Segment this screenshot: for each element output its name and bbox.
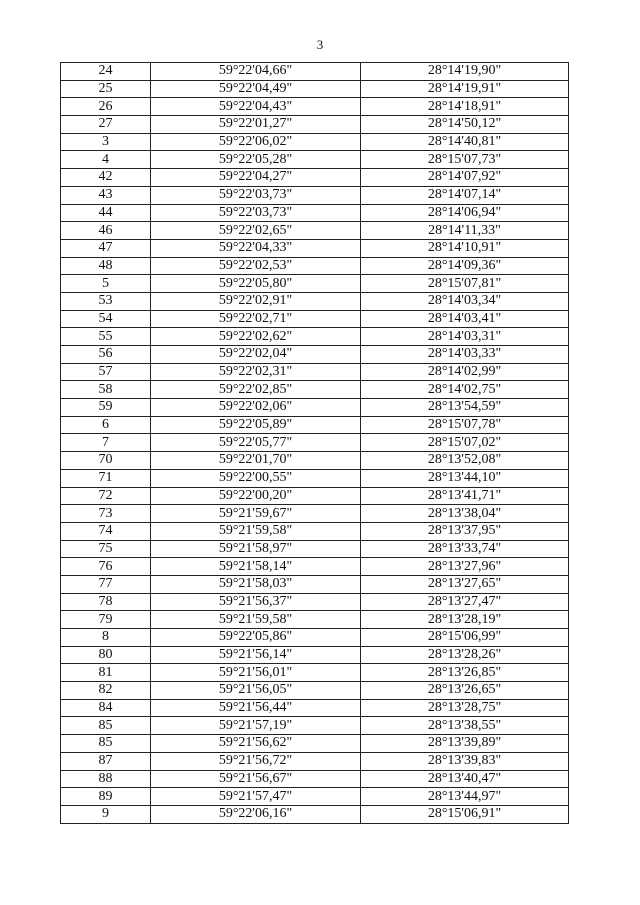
latitude-cell: 59°21'58,14" [151,558,361,576]
point-number-cell: 57 [61,363,151,381]
latitude-cell: 59°22'06,02" [151,133,361,151]
longitude-cell: 28°14'18,91" [361,98,569,116]
longitude-cell: 28°13'41,71" [361,487,569,505]
longitude-cell: 28°13'28,75" [361,699,569,717]
latitude-cell: 59°22'04,66" [151,63,361,81]
point-number-cell: 48 [61,257,151,275]
latitude-cell: 59°21'56,44" [151,699,361,717]
point-number-cell: 9 [61,805,151,823]
table-row [61,522,569,540]
point-number-cell: 5 [61,275,151,293]
table-row [61,169,569,187]
longitude-cell: 28°13'28,19" [361,611,569,629]
longitude-cell: 28°14'11,33" [361,222,569,240]
longitude-cell: 28°14'06,94" [361,204,569,222]
longitude-cell: 28°14'02,99" [361,363,569,381]
point-number-cell: 53 [61,292,151,310]
page-number: 3 [316,37,324,52]
point-number-cell: 75 [61,540,151,558]
table-row [61,186,569,204]
point-number-cell: 8 [61,629,151,647]
table-row [61,310,569,328]
table-row [61,222,569,240]
table-row [61,239,569,257]
table-row [61,558,569,576]
table-row [61,629,569,647]
point-number-cell: 26 [61,98,151,116]
point-number-cell: 70 [61,452,151,470]
table-row [61,575,569,593]
latitude-cell: 59°21'56,62" [151,735,361,753]
table-row [61,257,569,275]
longitude-cell: 28°13'44,10" [361,469,569,487]
latitude-cell: 59°21'59,58" [151,522,361,540]
point-number-cell: 79 [61,611,151,629]
point-number-cell: 55 [61,328,151,346]
longitude-cell: 28°13'28,26" [361,646,569,664]
latitude-cell: 59°22'03,73" [151,204,361,222]
point-number-cell: 74 [61,522,151,540]
table-row [61,788,569,806]
table-row [61,611,569,629]
point-number-cell: 73 [61,505,151,523]
point-number-cell: 81 [61,664,151,682]
longitude-cell: 28°13'40,47" [361,770,569,788]
point-number-cell: 54 [61,310,151,328]
longitude-cell: 28°15'07,02" [361,434,569,452]
point-number-cell: 80 [61,646,151,664]
point-number-cell: 76 [61,558,151,576]
point-number-cell: 6 [61,416,151,434]
table-row [61,116,569,134]
point-number-cell: 72 [61,487,151,505]
longitude-cell: 28°15'06,99" [361,629,569,647]
latitude-cell: 59°21'58,03" [151,575,361,593]
latitude-cell: 59°21'56,01" [151,664,361,682]
table-row [61,399,569,417]
point-number-cell: 89 [61,788,151,806]
table-row [61,452,569,470]
longitude-cell: 28°14'40,81" [361,133,569,151]
point-number-cell: 87 [61,752,151,770]
table-row [61,381,569,399]
point-number-cell: 59 [61,399,151,417]
longitude-cell: 28°14'50,12" [361,116,569,134]
point-number-cell: 85 [61,717,151,735]
latitude-cell: 59°22'05,80" [151,275,361,293]
latitude-cell: 59°22'02,04" [151,346,361,364]
latitude-cell: 59°22'05,89" [151,416,361,434]
latitude-cell: 59°22'00,20" [151,487,361,505]
table-row [61,682,569,700]
latitude-cell: 59°22'05,28" [151,151,361,169]
table-row [61,487,569,505]
longitude-cell: 28°13'26,65" [361,682,569,700]
latitude-cell: 59°22'02,71" [151,310,361,328]
table-row [61,735,569,753]
table-row [61,770,569,788]
table-row [61,63,569,81]
latitude-cell: 59°21'56,37" [151,593,361,611]
table-row [61,133,569,151]
point-number-cell: 7 [61,434,151,452]
table-row [61,204,569,222]
point-number-cell: 47 [61,239,151,257]
latitude-cell: 59°22'04,49" [151,80,361,98]
point-number-cell: 56 [61,346,151,364]
point-number-cell: 58 [61,381,151,399]
longitude-cell: 28°15'07,73" [361,151,569,169]
latitude-cell: 59°21'56,72" [151,752,361,770]
longitude-cell: 28°14'02,75" [361,381,569,399]
latitude-cell: 59°22'01,27" [151,116,361,134]
table-row [61,540,569,558]
point-number-cell: 44 [61,204,151,222]
latitude-cell: 59°21'57,19" [151,717,361,735]
point-number-cell: 46 [61,222,151,240]
longitude-cell: 28°15'07,78" [361,416,569,434]
latitude-cell: 59°22'02,06" [151,399,361,417]
longitude-cell: 28°13'38,04" [361,505,569,523]
latitude-cell: 59°22'04,43" [151,98,361,116]
longitude-cell: 28°14'09,36" [361,257,569,275]
longitude-cell: 28°14'07,14" [361,186,569,204]
longitude-cell: 28°13'27,65" [361,575,569,593]
point-number-cell: 24 [61,63,151,81]
point-number-cell: 4 [61,151,151,169]
longitude-cell: 28°13'54,59" [361,399,569,417]
table-row [61,646,569,664]
table-row [61,717,569,735]
longitude-cell: 28°13'52,08" [361,452,569,470]
longitude-cell: 28°13'38,55" [361,717,569,735]
longitude-cell: 28°13'27,96" [361,558,569,576]
longitude-cell: 28°13'37,95" [361,522,569,540]
table-row [61,416,569,434]
table-row [61,151,569,169]
table-row [61,469,569,487]
longitude-cell: 28°15'07,81" [361,275,569,293]
latitude-cell: 59°22'02,53" [151,257,361,275]
longitude-cell: 28°14'03,34" [361,292,569,310]
point-number-cell: 71 [61,469,151,487]
table-row [61,98,569,116]
longitude-cell: 28°14'10,91" [361,239,569,257]
coordinates-table [60,62,569,824]
latitude-cell: 59°22'02,62" [151,328,361,346]
point-number-cell: 88 [61,770,151,788]
latitude-cell: 59°21'58,97" [151,540,361,558]
longitude-cell: 28°14'03,41" [361,310,569,328]
point-number-cell: 78 [61,593,151,611]
longitude-cell: 28°13'26,85" [361,664,569,682]
point-number-cell: 25 [61,80,151,98]
longitude-cell: 28°14'03,31" [361,328,569,346]
longitude-cell: 28°15'06,91" [361,805,569,823]
latitude-cell: 59°21'56,05" [151,682,361,700]
table-row [61,505,569,523]
latitude-cell: 59°22'04,33" [151,239,361,257]
point-number-cell: 77 [61,575,151,593]
latitude-cell: 59°21'56,67" [151,770,361,788]
latitude-cell: 59°22'02,65" [151,222,361,240]
longitude-cell: 28°14'19,90" [361,63,569,81]
point-number-cell: 42 [61,169,151,187]
longitude-cell: 28°14'19,91" [361,80,569,98]
table-row [61,699,569,717]
table-row [61,664,569,682]
table-row [61,328,569,346]
latitude-cell: 59°22'02,85" [151,381,361,399]
longitude-cell: 28°14'07,92" [361,169,569,187]
longitude-cell: 28°13'44,97" [361,788,569,806]
latitude-cell: 59°22'06,16" [151,805,361,823]
latitude-cell: 59°22'05,86" [151,629,361,647]
latitude-cell: 59°22'05,77" [151,434,361,452]
latitude-cell: 59°22'01,70" [151,452,361,470]
latitude-cell: 59°22'04,27" [151,169,361,187]
latitude-cell: 59°21'59,67" [151,505,361,523]
table-row [61,805,569,823]
point-number-cell: 82 [61,682,151,700]
point-number-cell: 27 [61,116,151,134]
table-row [61,292,569,310]
point-number-cell: 3 [61,133,151,151]
latitude-cell: 59°22'02,91" [151,292,361,310]
latitude-cell: 59°21'56,14" [151,646,361,664]
longitude-cell: 28°13'39,83" [361,752,569,770]
latitude-cell: 59°22'00,55" [151,469,361,487]
longitude-cell: 28°13'27,47" [361,593,569,611]
latitude-cell: 59°21'57,47" [151,788,361,806]
point-number-cell: 43 [61,186,151,204]
table-row [61,593,569,611]
table-row [61,752,569,770]
latitude-cell: 59°21'59,58" [151,611,361,629]
point-number-cell: 84 [61,699,151,717]
longitude-cell: 28°14'03,33" [361,346,569,364]
point-number-cell: 85 [61,735,151,753]
coordinates-table-body [61,63,569,824]
table-row [61,275,569,293]
table-row [61,363,569,381]
table-row [61,346,569,364]
table-row [61,434,569,452]
longitude-cell: 28°13'39,89" [361,735,569,753]
longitude-cell: 28°13'33,74" [361,540,569,558]
latitude-cell: 59°22'02,31" [151,363,361,381]
latitude-cell: 59°22'03,73" [151,186,361,204]
table-row [61,80,569,98]
